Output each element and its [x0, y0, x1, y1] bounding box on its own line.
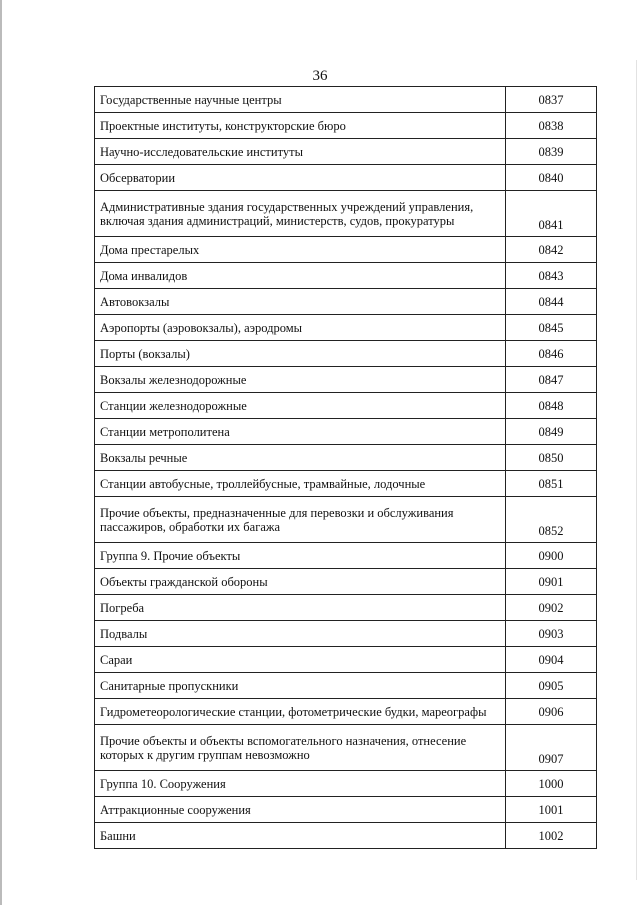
row-name: Дома инвалидов	[95, 263, 506, 289]
scan-edge-mark	[636, 60, 637, 880]
table-row	[95, 543, 597, 569]
row-code: 0838	[506, 113, 597, 139]
row-code: 1001	[506, 797, 597, 823]
table-row	[95, 191, 597, 237]
row-code: 0847	[506, 367, 597, 393]
row-name: Сараи	[95, 647, 506, 673]
table-row	[95, 673, 597, 699]
table-row	[95, 419, 597, 445]
table-row	[95, 647, 597, 673]
table-row	[95, 771, 597, 797]
row-code: 0846	[506, 341, 597, 367]
table-row	[95, 471, 597, 497]
row-code: 0844	[506, 289, 597, 315]
table-row	[95, 393, 597, 419]
row-name: Научно-исследовательские институты	[95, 139, 506, 165]
row-code: 0839	[506, 139, 597, 165]
table-row	[95, 621, 597, 647]
table-row	[95, 569, 597, 595]
row-name: Вокзалы речные	[95, 445, 506, 471]
row-name: Подвалы	[95, 621, 506, 647]
scan-edge-shadow	[0, 0, 2, 905]
row-name: Аттракционные сооружения	[95, 797, 506, 823]
row-code: 0849	[506, 419, 597, 445]
row-name: Объекты гражданской обороны	[95, 569, 506, 595]
table-row	[95, 113, 597, 139]
row-name: Башни	[95, 823, 506, 849]
row-name: Группа 10. Сооружения	[95, 771, 506, 797]
row-name: Вокзалы железнодорожные	[95, 367, 506, 393]
row-code: 0837	[506, 87, 597, 113]
page-number: 36	[312, 68, 328, 84]
table-row	[95, 699, 597, 725]
row-code: 0907	[506, 725, 597, 771]
row-code: 0900	[506, 543, 597, 569]
table-row	[95, 237, 597, 263]
row-name: Аэропорты (аэровокзалы), аэродромы	[95, 315, 506, 341]
table-row	[95, 823, 597, 849]
row-name: Проектные институты, конструкторские бюро	[95, 113, 506, 139]
row-name: Санитарные пропускники	[95, 673, 506, 699]
table-row	[95, 87, 597, 113]
row-name: Прочие объекты и объекты вспомогательного назначения, отнесение которых к другим группам невозможно	[95, 725, 506, 771]
table-row	[95, 595, 597, 621]
row-code: 1000	[506, 771, 597, 797]
table-row	[95, 289, 597, 315]
row-name: Дома престарелых	[95, 237, 506, 263]
row-name: Административные здания государственных учреждений управления, включая здания администраций, министерств, судов, прокуратуры	[95, 191, 506, 237]
row-code: 0841	[506, 191, 597, 237]
table-row	[95, 497, 597, 543]
table-row	[95, 725, 597, 771]
table-row	[95, 367, 597, 393]
classification-table	[94, 86, 597, 849]
row-name: Погреба	[95, 595, 506, 621]
row-code: 0906	[506, 699, 597, 725]
row-name: Порты (вокзалы)	[95, 341, 506, 367]
row-name: Обсерватории	[95, 165, 506, 191]
row-code: 0850	[506, 445, 597, 471]
row-name: Государственные научные центры	[95, 87, 506, 113]
table-row	[95, 263, 597, 289]
row-code: 0905	[506, 673, 597, 699]
row-code: 0845	[506, 315, 597, 341]
row-code: 0852	[506, 497, 597, 543]
row-name: Прочие объекты, предназначенные для перевозки и обслуживания пассажиров, обработки их багажа	[95, 497, 506, 543]
row-code: 0848	[506, 393, 597, 419]
row-name: Гидрометеорологические станции, фотометрические будки, мареографы	[95, 699, 506, 725]
table-row	[95, 315, 597, 341]
table-row	[95, 139, 597, 165]
row-name: Станции автобусные, троллейбусные, трамвайные, лодочные	[95, 471, 506, 497]
table-row	[95, 445, 597, 471]
row-code: 0901	[506, 569, 597, 595]
row-name: Группа 9. Прочие объекты	[95, 543, 506, 569]
table-row	[95, 797, 597, 823]
table-row	[95, 165, 597, 191]
row-code: 0843	[506, 263, 597, 289]
row-code: 0904	[506, 647, 597, 673]
row-code: 0842	[506, 237, 597, 263]
row-name: Автовокзалы	[95, 289, 506, 315]
row-code: 0851	[506, 471, 597, 497]
table-row	[95, 341, 597, 367]
row-code: 0902	[506, 595, 597, 621]
row-code: 0903	[506, 621, 597, 647]
row-code: 0840	[506, 165, 597, 191]
row-code: 1002	[506, 823, 597, 849]
row-name: Станции железнодорожные	[95, 393, 506, 419]
row-name: Станции метрополитена	[95, 419, 506, 445]
